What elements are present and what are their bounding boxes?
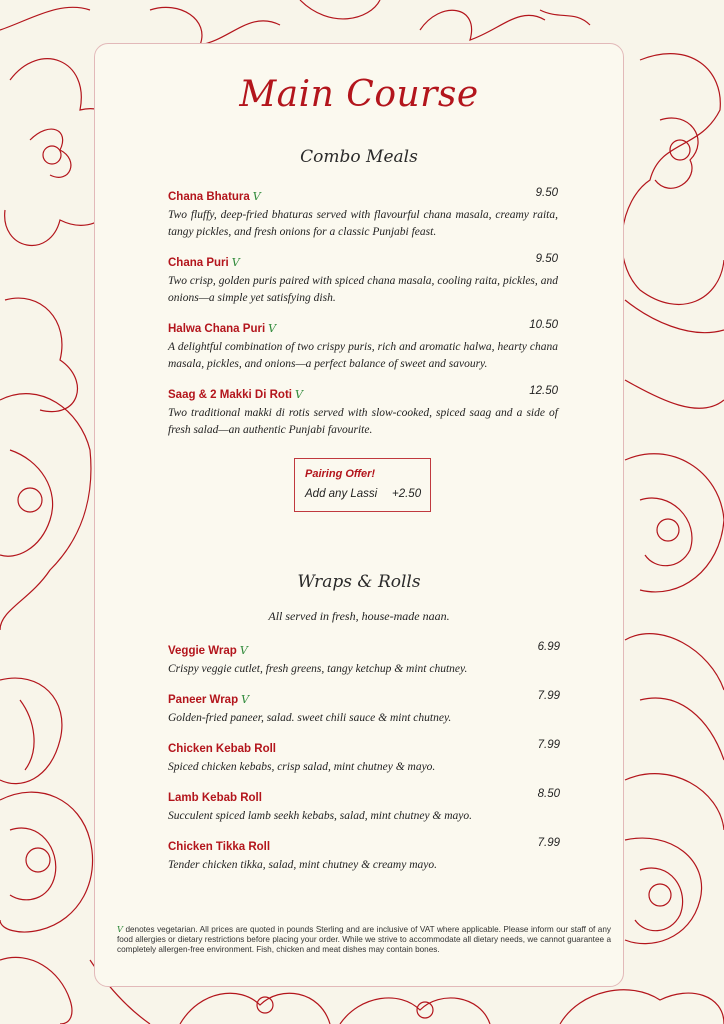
item-name: Chana Puri bbox=[168, 257, 229, 269]
item-price: 7.99 bbox=[537, 690, 560, 702]
combo-heading: Combo Meals bbox=[300, 147, 418, 167]
flower-bottom-center bbox=[180, 993, 490, 1024]
flower-top-right bbox=[622, 54, 724, 409]
veg-icon: V bbox=[239, 644, 248, 657]
item-description: Two fluffy, deep-fried bhaturas served with flavourful chana masala, creamy raita, tangy pickles, and fresh onions for a classic Punjabi feast. bbox=[168, 209, 558, 238]
menu-item bbox=[168, 739, 558, 776]
wraps-heading: Wraps & Rolls bbox=[297, 572, 421, 592]
veg-icon: V bbox=[231, 256, 240, 269]
item-price: 9.50 bbox=[535, 187, 558, 199]
item-price: 9.50 bbox=[535, 253, 558, 265]
item-price: 10.50 bbox=[529, 319, 558, 331]
menu-item bbox=[168, 690, 558, 727]
flower-left-middle bbox=[0, 394, 91, 784]
menu-item bbox=[168, 319, 558, 372]
menu-item bbox=[168, 385, 558, 438]
item-name: Paneer Wrap bbox=[168, 694, 239, 706]
menu-item bbox=[168, 788, 558, 825]
veg-icon: V bbox=[117, 924, 123, 934]
item-description: Succulent spiced lamb seekh kebabs, salad, mint chutney & mayo. bbox=[168, 810, 473, 822]
item-name: Saag & 2 Makki Di Roti bbox=[168, 389, 292, 401]
item-description: Tender chicken tikka, salad, mint chutney & creamy mayo. bbox=[168, 859, 438, 871]
item-name: Halwa Chana Puri bbox=[168, 323, 266, 335]
veg-icon: V bbox=[252, 190, 261, 203]
item-price: 8.50 bbox=[537, 788, 560, 800]
veg-icon: V bbox=[294, 388, 303, 401]
item-description: Spiced chicken kebabs, crisp salad, mint chutney & mayo. bbox=[168, 761, 436, 773]
item-name: Chana Bhatura bbox=[168, 191, 250, 203]
item-description: Golden-fried paneer, salad. sweet chili sauce & mint chutney. bbox=[168, 712, 452, 724]
page-title: Main Course bbox=[239, 74, 479, 115]
menu-item bbox=[168, 187, 558, 240]
menu-item bbox=[168, 253, 558, 306]
flower-top-center bbox=[150, 0, 590, 45]
footer-text: denotes vegetarian. All prices are quoted in pounds Sterling and are inclusive of VAT where applicable. Please inform our staff of any food allergies or dietary restrictions before placing your order. While we strive to accommodate all dietary needs, we cannot guarantee a completely allergen-free environment. Fish, chicken and meat dishes may contain bones. bbox=[117, 925, 611, 955]
menu-item bbox=[168, 837, 558, 874]
pairing-offer-box bbox=[294, 458, 431, 512]
item-description: A delightful combination of two crispy puris, rich and aromatic halwa, hearty chana masala, pickles, and onions—a perfect balance of sweet and savoury. bbox=[168, 341, 558, 370]
item-name: Chicken Kebab Roll bbox=[168, 743, 276, 755]
wraps-subtitle: All served in fresh, house-made naan. bbox=[268, 609, 450, 623]
menu-item bbox=[168, 641, 558, 678]
item-name: Lamb Kebab Roll bbox=[168, 792, 262, 804]
offer-price: +2.50 bbox=[392, 488, 422, 500]
menu-card bbox=[94, 43, 624, 987]
item-name: Veggie Wrap bbox=[168, 645, 237, 657]
footer-note bbox=[117, 924, 611, 956]
item-description: Two crisp, golden puris paired with spiced chana masala, cooling raita, pickles, and onions—a simple yet satisfying dish. bbox=[168, 275, 558, 304]
offer-item: Add any Lassi bbox=[305, 488, 378, 500]
item-price: 7.99 bbox=[537, 837, 560, 849]
veg-icon: V bbox=[268, 322, 277, 335]
item-description: Two traditional makki di rotis served with slow-cooked, spiced saag and a side of fresh salad—an authentic Punjabi favourite. bbox=[168, 407, 558, 436]
item-price: 6.99 bbox=[537, 641, 560, 653]
item-description: Crispy veggie cutlet, fresh greens, tangy ketchup & mint chutney. bbox=[168, 663, 468, 675]
veg-icon: V bbox=[241, 693, 250, 706]
item-price: 12.50 bbox=[529, 385, 558, 397]
flower-right-middle bbox=[625, 454, 724, 760]
item-name: Chicken Tikka Roll bbox=[168, 841, 271, 853]
offer-title: Pairing Offer! bbox=[305, 468, 376, 480]
item-price: 7.99 bbox=[537, 739, 560, 751]
